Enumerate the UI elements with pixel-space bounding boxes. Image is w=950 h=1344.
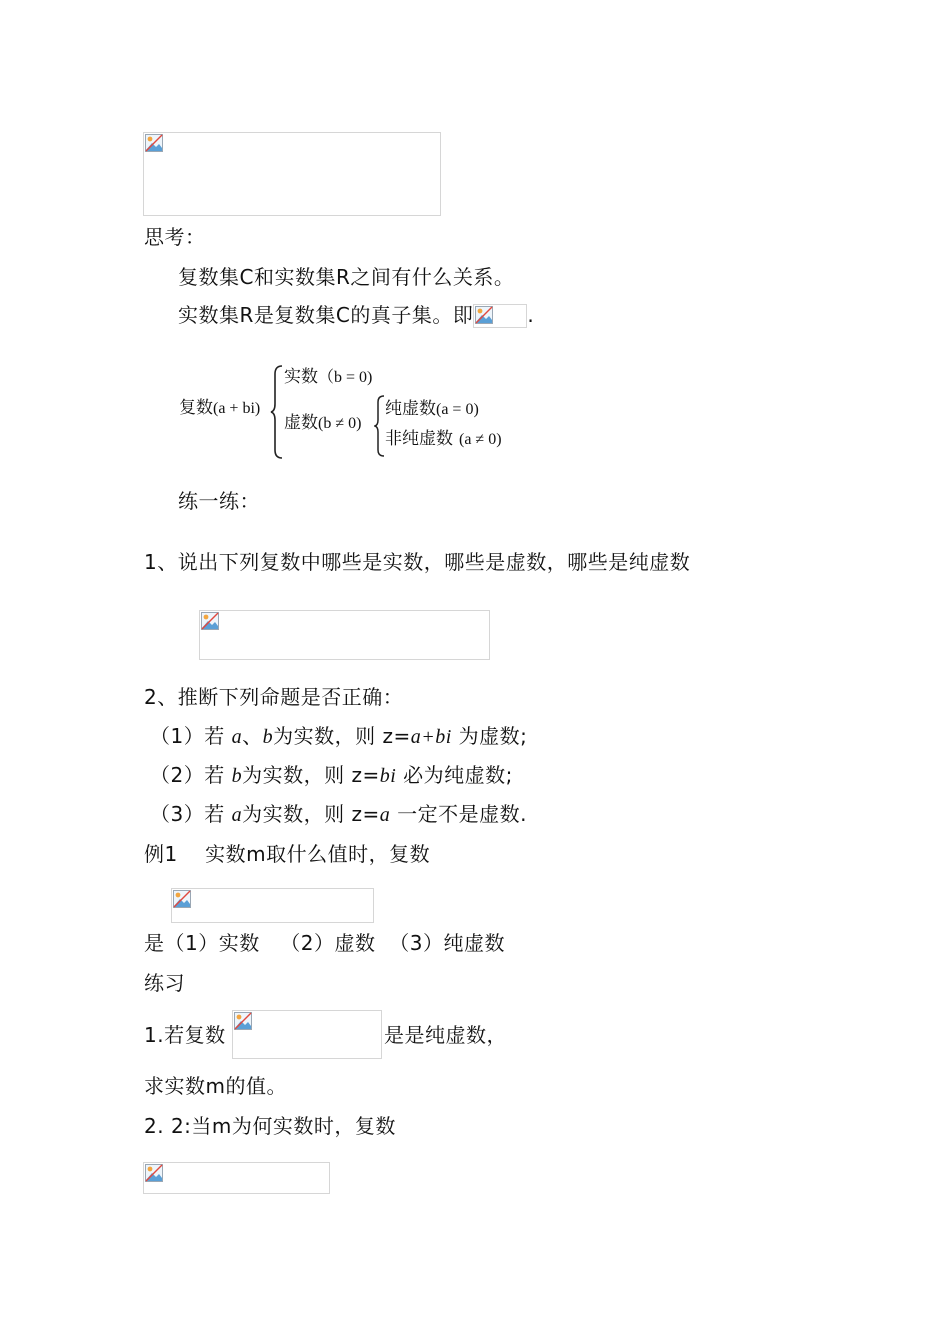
- root-label: 复数: [179, 398, 213, 418]
- expression: bi: [379, 765, 397, 787]
- broken-image-icon: [475, 306, 493, 324]
- pure-imag-label: 纯虚数: [385, 399, 436, 419]
- var-b: b: [262, 726, 274, 748]
- exercise-1-image: [232, 1010, 382, 1059]
- question-1: 1、说出下列复数中哪些是实数，哪些是虚数，哪些是纯虚数: [144, 550, 691, 574]
- broken-image-icon: [234, 1012, 252, 1030]
- thinking-answer: [178, 302, 534, 329]
- real-cond: （b = 0): [318, 369, 373, 386]
- broken-image-icon: [145, 134, 163, 152]
- separator: 、: [242, 724, 263, 748]
- example-1-options: 是（1）实数 （2）虚数 （3）纯虚数: [144, 931, 505, 955]
- item-suffix: 为虚数;: [451, 724, 528, 748]
- exercise-1-line-2: 求实数m的值。: [144, 1074, 287, 1098]
- question-2: 2、推断下列命题是否正确：: [144, 685, 404, 709]
- item-mid: 为实数，则 z=: [273, 724, 411, 748]
- example-1-image: [171, 888, 374, 923]
- expression: a: [379, 804, 391, 826]
- item-prefix: （1）若: [150, 724, 232, 748]
- imag-cond: (b ≠ 0): [318, 415, 362, 432]
- item-prefix: （2）若: [150, 763, 232, 787]
- practice-heading: 练一练：: [178, 489, 260, 513]
- nonpure-imag-cond: (a ≠ 0): [459, 431, 502, 448]
- imag-branch: [284, 413, 361, 434]
- item-prefix: （3）若: [150, 802, 232, 826]
- var-b: b: [231, 765, 243, 787]
- pure-imag-cond: (a = 0): [436, 401, 479, 418]
- broken-image-icon: [173, 890, 191, 908]
- thinking-answer-end: .: [527, 303, 535, 327]
- formula-image: [143, 132, 441, 216]
- thinking-answer-text: 实数集R是复数集C的真子集。即: [178, 303, 474, 327]
- exercise-2: 2. 2:当m为何实数时，复数: [144, 1114, 396, 1138]
- broken-image-icon: [201, 612, 219, 630]
- pure-imag-leaf: [385, 399, 479, 420]
- var-a: a: [231, 726, 243, 748]
- outer-brace: [270, 364, 284, 460]
- nonpure-imag-label: 非纯虚数: [385, 429, 453, 449]
- broken-image-icon: [145, 1164, 163, 1182]
- thinking-question: 复数集C和实数集R之间有什么关系。: [178, 265, 515, 289]
- root-node: [179, 398, 260, 419]
- nonpure-imag-leaf: [385, 429, 502, 450]
- subset-formula-image: [473, 304, 527, 328]
- item-mid: 为实数，则 z=: [242, 802, 380, 826]
- imag-label: 虚数: [284, 413, 318, 433]
- var-a: a: [231, 804, 243, 826]
- exercise-2-image: [143, 1162, 330, 1194]
- item-mid: 为实数，则 z=: [242, 763, 380, 787]
- complex-classification-diagram: [175, 362, 535, 462]
- question-2-item-3: [150, 801, 527, 828]
- item-suffix: 必为纯虚数;: [396, 763, 513, 787]
- thinking-heading: 思考：: [144, 225, 206, 249]
- question-2-item-1: [150, 723, 527, 750]
- question-1-image: [199, 610, 490, 660]
- root-expr: (a + bi): [213, 400, 261, 417]
- real-label: 实数: [284, 367, 318, 387]
- real-branch: [284, 367, 372, 388]
- example-1: 例1 实数m取什么值时，复数: [144, 842, 431, 866]
- question-2-item-2: [150, 762, 513, 789]
- exercise-1-suffix: 是是纯虚数，: [384, 1023, 507, 1047]
- expression: a+bi: [410, 726, 452, 748]
- exercise-1-prefix: 1.若复数: [144, 1023, 226, 1047]
- exercise-heading: 练习: [144, 971, 185, 995]
- item-suffix: 一定不是虚数.: [390, 802, 527, 826]
